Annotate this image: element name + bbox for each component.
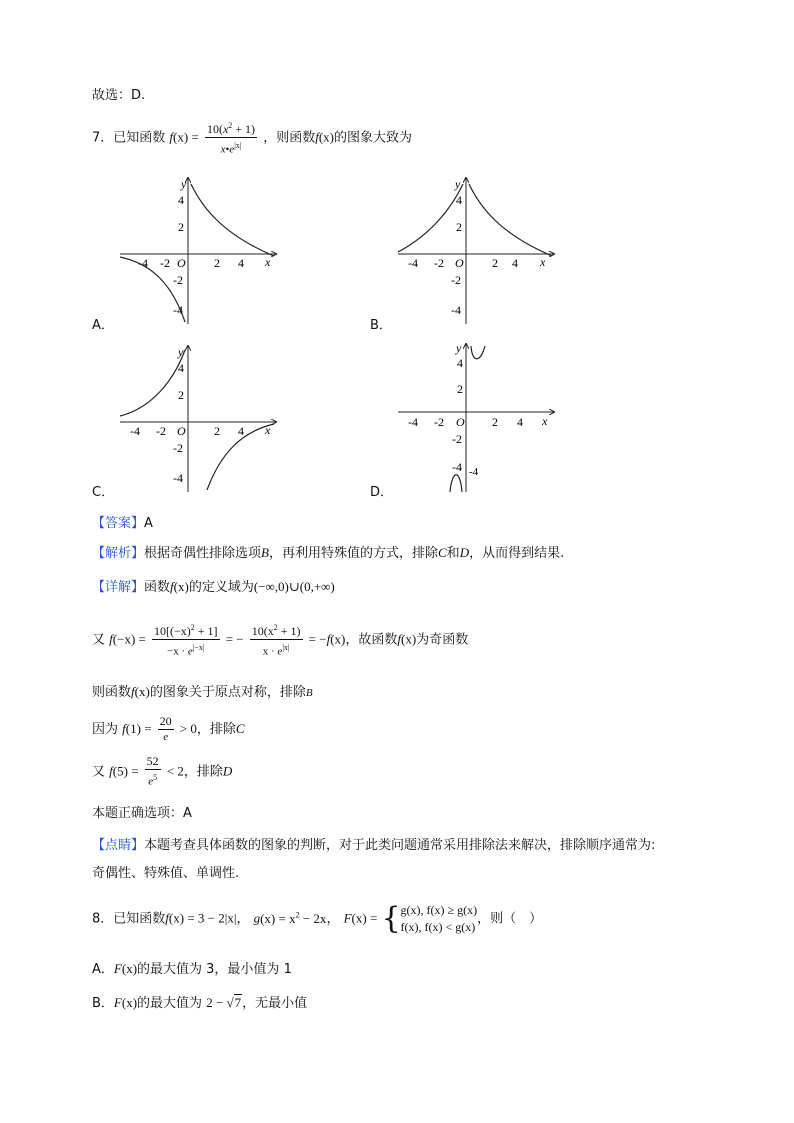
svg-text:-2: -2 [451, 273, 461, 287]
svg-text:2: 2 [214, 256, 220, 270]
svg-text:4: 4 [178, 361, 184, 375]
svg-text:-2: -2 [434, 256, 444, 270]
svg-text:2: 2 [178, 388, 184, 402]
svg-text:y: y [178, 345, 184, 359]
svg-text:2: 2 [457, 382, 463, 396]
symmetry-line: 则函数f(x)的图象关于原点对称，排除B [92, 684, 313, 700]
graph-option-c [112, 340, 282, 495]
svg-text:x: x [540, 255, 546, 269]
svg-text:4: 4 [512, 256, 518, 270]
q8-option-b[interactable]: B．F(x)的最大值为 2 − √7，无最小值 [92, 995, 308, 1011]
svg-text:-4: -4 [173, 471, 183, 485]
svg-text:-4: -4 [173, 303, 183, 317]
svg-text:2: 2 [178, 220, 184, 234]
svg-text:x: x [542, 414, 548, 428]
svg-text:-2: -2 [173, 273, 183, 287]
question-8: 8．已知函数f(x) = 3 − 2|x|， $g(x) = x^2 - 2x$， F(x) = { g(x), f(x) ≥ g(x) f(x), f(x) < g(x) ，则（ ） [92, 901, 543, 936]
f5-line: 又 f(5) = $\frac{52}{e^5}$ < 2，排除D [92, 754, 233, 788]
detail-line: 【详解】函数f(x)的定义域为(−∞,0)∪(0,+∞) [92, 579, 335, 595]
svg-text:O: O [455, 256, 464, 270]
correct-option-line: 本题正确选项：A [92, 806, 192, 821]
svg-text:-2: -2 [173, 441, 183, 455]
svg-text:-4: -4 [451, 303, 461, 317]
svg-text:O: O [177, 424, 186, 438]
svg-text:-4: -4 [469, 466, 479, 478]
svg-text:-2: -2 [156, 424, 166, 438]
svg-text:y: y [455, 177, 461, 191]
q8-option-a[interactable]: A．F(x)的最大值为 3，最小值为 1 [92, 961, 292, 977]
svg-text:-4: -4 [408, 256, 418, 270]
svg-text:2: 2 [214, 424, 220, 438]
svg-text:2: 2 [492, 415, 498, 429]
option-a-label[interactable]: A． [92, 318, 114, 333]
svg-text:x: x [265, 255, 271, 269]
svg-text:4: 4 [178, 193, 184, 207]
option-b-label[interactable]: B． [370, 318, 392, 333]
detail-tag: 【详解】 [92, 580, 145, 595]
graph-option-b [390, 172, 560, 327]
question-7: 7．已知函数 f(x) = $\frac{10(x^2 + 1)}{x•e^{|x|}}$ ，则函数f(x)的图象大致为 [92, 118, 412, 158]
svg-text:4: 4 [456, 193, 462, 207]
svg-text:4: 4 [238, 424, 244, 438]
svg-text:O: O [177, 256, 186, 270]
q7-fraction: $\frac{10(x^2 + 1)}{x•e^{|x|}}$ [205, 118, 257, 158]
svg-text:-4: -4 [408, 415, 418, 429]
comment-line: 【点睛】本题考查具体函数的图象的判断，对于此类问题通常采用排除法来解决，排除顺序通常为: [92, 838, 656, 853]
svg-text:-2: -2 [452, 432, 462, 446]
svg-text:-4: -4 [452, 460, 462, 474]
f1-line: 因为 f(1) = $\frac{20}{e}$ > 0，排除C [92, 714, 245, 743]
option-c-label[interactable]: C． [92, 485, 115, 500]
option-d-label[interactable]: D． [370, 485, 394, 500]
answer-tag: 【答案】 [92, 516, 145, 531]
svg-text:4: 4 [457, 356, 463, 370]
svg-text:4: 4 [517, 415, 523, 429]
svg-text:2: 2 [492, 256, 498, 270]
svg-text:-2: -2 [434, 415, 444, 429]
odd-function-line: 又 f(−x) = $\frac{10[(-x)^2 + 1]}{-x \cdot e^{|-x|}}$ = − $\frac{10(x^2 + 1)}{x \cdot e^{|x|}}$ = −f(x)，故函数f(x)为奇函数 [92, 620, 468, 660]
svg-text:-4: -4 [138, 256, 148, 270]
comment-line-2: 奇偶性、特殊值、单调性. [92, 866, 240, 881]
analysis-tag: 【解析】 [92, 546, 145, 561]
svg-text:O: O [456, 415, 465, 429]
svg-text:x: x [265, 423, 271, 437]
comment-tag: 【点睛】 [92, 838, 145, 853]
svg-text:2: 2 [456, 220, 462, 234]
previous-answer: 故选：D. [92, 88, 146, 103]
svg-text:y: y [456, 341, 462, 355]
analysis-line: 【解析】根据奇偶性排除选项B，再利用特殊值的方式，排除C和D，从而得到结果. [92, 545, 565, 561]
graph-option-a [112, 172, 282, 327]
answer-line: 【答案】A [92, 516, 153, 531]
svg-text:y: y [181, 177, 187, 191]
svg-text:-2: -2 [160, 256, 170, 270]
svg-text:-4: -4 [130, 424, 140, 438]
svg-text:4: 4 [238, 256, 244, 270]
graph-option-d [390, 340, 560, 495]
